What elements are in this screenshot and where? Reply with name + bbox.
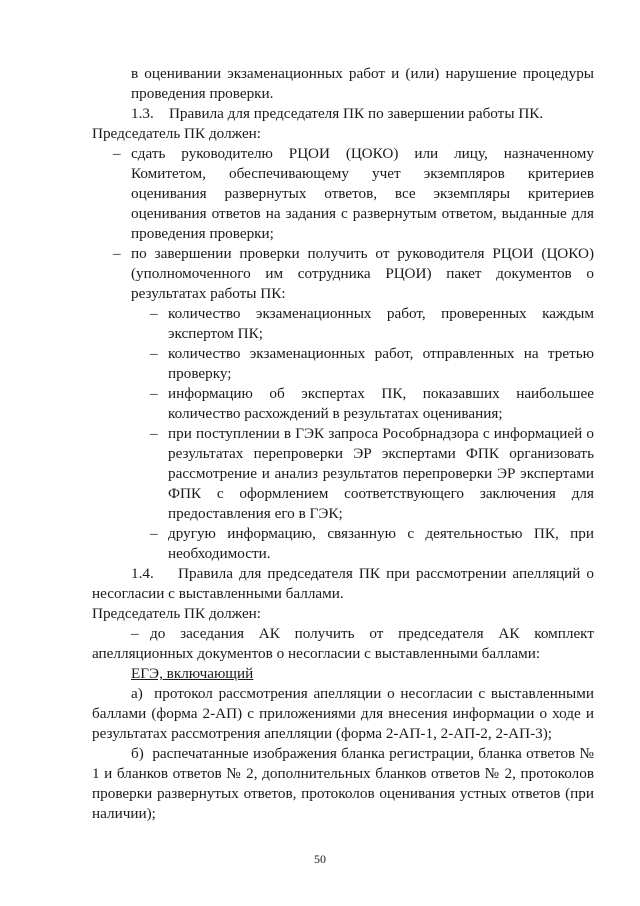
appeal-docs-paragraph: до заседания АК получить от председателя АК комплект апелляционных документов о несогласии с выставленными баллами: [92, 625, 594, 662]
ege-underlined-text: ЕГЭ, включающий [131, 665, 254, 682]
item-a: а) протокол рассмотрения апелляции о несогласии с выставленными баллами (форма 2-АП) с приложениями для внесения информации о ходе и результатах рассмотрения апелляции (форма 2-АП-1, 2-АП-2, 2-АП-3); [92, 685, 594, 742]
text-line: в оценивании экзаменационных работ и (или) нарушение процедуры [131, 65, 594, 82]
section-heading-1-3: 1.3. Правила для председателя ПК по завершении работы ПК. [131, 105, 544, 122]
sub-bullet-item: информацию об экспертах ПК, показавших наибольшее количество расхождений в результатах оценивания; [168, 385, 594, 422]
chair-must-heading: Председатель ПК должен: [92, 605, 262, 622]
bullet-item: сдать руководителю РЦОИ (ЦОКО) или лицу, назначенному Комитетом, обеспечивающему учет экземпляров критериев оценивания развернутых ответов, все экземпляры критериев оценивания ответов на задания с развернутым ответом, выданные для проведения проверки; [131, 145, 594, 242]
sub-bullet-item: при поступлении в ГЭК запроса Рособрнадзора с информацией о результатах перепроверки ЭР экспертами ФПК организовать рассмотрение и анализ результатов перепроверки ЭР экспертами ФПК с оформлением соответствующего заключения для предоставления его в ГЭК; [168, 425, 594, 522]
page-number: 50 [314, 852, 326, 866]
sub-bullet-item: количество экзаменационных работ, проверенных каждым экспертом ПК; [168, 305, 594, 342]
item-b: б) распечатанные изображения бланка регистрации, бланка ответов № 1 и бланков ответов № 2, дополнительных бланков ответов № 2, протоколов проверки развернутых ответов, протоколов оценивания устных ответов (при наличии); [92, 745, 594, 822]
text-line: проведения проверки. [131, 85, 274, 102]
dash-marker: – [150, 345, 158, 362]
dash-marker: – [113, 145, 121, 162]
ege-heading [131, 664, 594, 684]
dash-marker: – [150, 305, 158, 322]
section-heading-1-4: 1.4. Правила для председателя ПК при рассмотрении апелляций о несогласии с выставленными баллами. [92, 565, 594, 602]
bullet-item: по завершении проверки получить от руководителя РЦОИ (ЦОКО) (уполномоченного им сотрудника РЦОИ) пакет документов о результатах работы ПК: [131, 245, 594, 302]
dash-marker: – [150, 525, 158, 542]
dash-marker: – [131, 625, 139, 642]
sub-bullet-item: другую информацию, связанную с деятельностью ПК, при необходимости. [168, 525, 594, 562]
dash-marker: – [150, 425, 158, 442]
dash-marker: – [150, 385, 158, 402]
chair-must-heading: Председатель ПК должен: [92, 125, 262, 142]
sub-bullet-item: количество экзаменационных работ, отправленных на третью проверку; [168, 345, 594, 382]
dash-marker: – [113, 245, 121, 262]
